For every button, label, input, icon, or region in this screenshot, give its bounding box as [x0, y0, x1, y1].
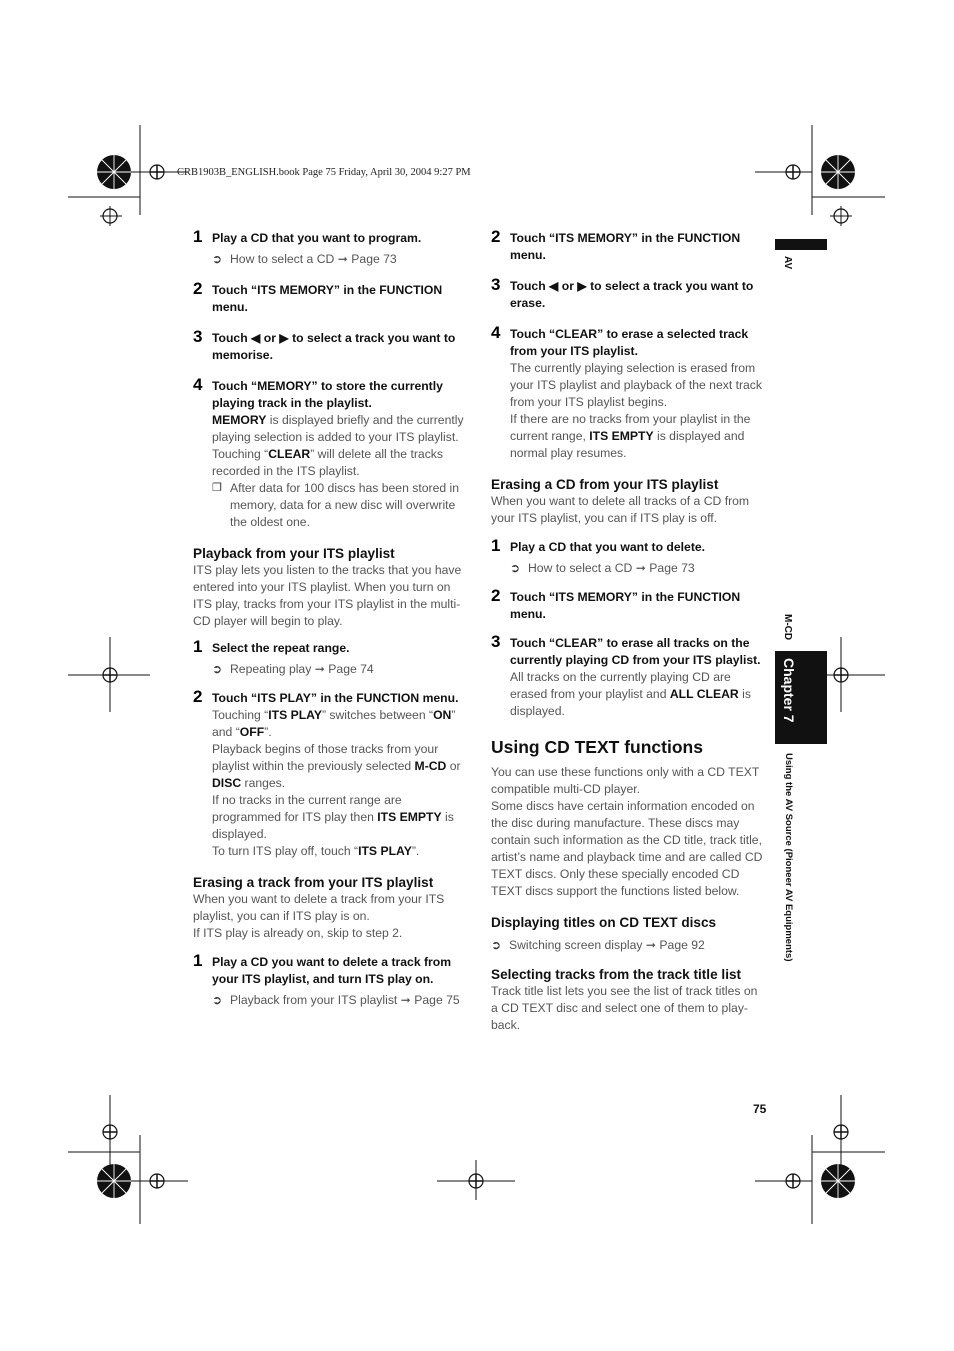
step-4-memory [193, 375, 469, 531]
step-title: Touch “CLEAR” to erase all tracks on the currently playing CD from your ITS playlist. [510, 636, 761, 667]
step-number: 2 [491, 227, 501, 246]
section-intro: When you want to delete all tracks of a CD from your ITS playlist, you can if ITS play is off. [491, 494, 750, 525]
step-2-its-memory [491, 586, 767, 623]
note-box-icon: ❐ [212, 482, 222, 494]
step-number: 1 [193, 951, 203, 970]
step-paragraph: Touching “CLEAR” will delete all the tracks recorded in the ITS playlist. [212, 447, 443, 478]
step-title: Play a CD that you want to delete. [510, 540, 706, 554]
reference-arrow-icon: ➲ [212, 993, 223, 1007]
section-paragraph: Some discs have certain information encoded on the disc during manufacture. These discs may contain such information as the CD title, track title, artist’s name and playback time and are called CD TEXT discs. Only these specially encoded CD TEXT discs support the functions listed below. [491, 799, 763, 898]
section-intro: If ITS play is already on, skip to step 2. [193, 926, 403, 940]
section-heading: Erasing a CD from your ITS playlist [491, 477, 719, 492]
section-intro: ITS play lets you listen to the tracks that you have entered into your ITS playlist. When you turn on ITS play, tracks from your ITS playlist in the multi-CD player will begin to play. [193, 563, 462, 628]
note: ❐ After data for 100 discs has been stored in memory, data for a new disc will overwrite the oldest one. [212, 481, 459, 529]
step-title: Touch “ITS PLAY” in the FUNCTION menu. [212, 691, 459, 705]
step-number: 3 [491, 632, 501, 651]
step-1-repeat-range [193, 637, 469, 678]
step-number: 3 [193, 327, 203, 346]
step-paragraph: Playback begins of those tracks from your playlist within the previously selected M-CD or DISC ranges. [212, 742, 461, 790]
reference-arrow-icon: ➲ [510, 561, 521, 575]
step-number: 2 [491, 586, 501, 605]
section-heading: Displaying titles on CD TEXT discs [491, 915, 717, 930]
book-header: CRB1903B_ENGLISH.book Page 75 Friday, April 30, 2004 9:27 PM [177, 167, 471, 178]
page-reference: ➲ How to select a CD ➞ Page 73 [510, 561, 695, 575]
page-reference: ➲ Switching screen display ➞ Page 92 [491, 938, 705, 952]
step-number: 4 [491, 323, 501, 342]
step-title: Touch “MEMORY” to store the currently playing track in the playlist. [212, 379, 443, 410]
step-paragraph: MEMORY is displayed briefly and the currently playing selection is added to your ITS playlist. [212, 413, 464, 444]
step-paragraph: If no tracks in the current range are programmed for ITS play then ITS EMPTY is displayed. [212, 793, 454, 841]
step-number: 2 [193, 687, 203, 706]
page-reference: ➲ Playback from your ITS playlist ➞ Page 75 [212, 993, 460, 1007]
step-paragraph: To turn ITS play off, touch “ITS PLAY”. [212, 844, 420, 858]
step-title: Select the repeat range. [212, 641, 350, 655]
step-4-clear [491, 323, 767, 462]
step-number: 3 [491, 275, 501, 294]
section-paragraph: Track title list lets you see the list of track titles on a CD TEXT disc and select one of them to play-back. [491, 984, 758, 1032]
step-2-its-memory [491, 227, 767, 264]
chapter-label: Chapter 7 [781, 658, 797, 723]
step-title: Touch “CLEAR” to erase a selected track from your ITS playlist. [510, 327, 749, 358]
major-heading: Using CD TEXT functions [491, 737, 703, 757]
section-intro: When you want to delete a track from your ITS playlist, you can if ITS play is on. [193, 892, 445, 923]
step-3-select-erase [491, 275, 767, 312]
step-title: Touch “ITS MEMORY” in the FUNCTION menu. [510, 231, 741, 262]
step-title: Touch ◀ or ▶ to select a track you want to memorise. [212, 331, 456, 362]
left-column [193, 227, 469, 1009]
step-title: Touch “ITS MEMORY” in the FUNCTION menu. [510, 590, 741, 621]
step-number: 1 [193, 637, 203, 656]
step-title: Play a CD you want to delete a track from your ITS playlist, and turn ITS play on. [212, 955, 452, 986]
section-paragraph: You can use these functions only with a CD TEXT compatible multi-CD player. [491, 765, 760, 796]
step-paragraph: The currently playing selection is erased from your ITS playlist and playback of the next track from your ITS playlist begins. [510, 361, 762, 409]
step-2-its-play [193, 687, 469, 860]
step-3-select-track [193, 327, 469, 364]
reference-arrow-icon: ➲ [212, 252, 223, 266]
av-tab-bar [775, 239, 827, 250]
step-1-program [193, 227, 469, 268]
section-label: Using the AV Source (Pioneer AV Equipments) [783, 753, 794, 962]
step-1-play-cd-delete [193, 951, 469, 1009]
section-heading: Erasing a track from your ITS playlist [193, 875, 434, 890]
step-2-its-memory [193, 279, 469, 316]
page-number: 75 [753, 1102, 767, 1116]
reference-arrow-icon: ➲ [212, 662, 223, 676]
step-3-clear-all [491, 632, 767, 720]
section-heading: Selecting tracks from the track title list [491, 967, 742, 982]
step-paragraph: All tracks on the currently playing CD are erased from your playlist and ALL CLEAR is displayed. [510, 670, 751, 718]
step-title: Touch ◀ or ▶ to select a track you want to erase. [510, 279, 754, 310]
reference-arrow-icon: ➲ [491, 938, 502, 952]
step-title: Touch “ITS MEMORY” in the FUNCTION menu. [212, 283, 443, 314]
page-reference: ➲ How to select a CD ➞ Page 73 [212, 252, 397, 266]
page-reference: ➲ Repeating play ➞ Page 74 [212, 662, 374, 676]
step-number: 2 [193, 279, 203, 298]
av-label: AV [782, 256, 793, 270]
step-paragraph: If there are no tracks from your playlist in the current range, ITS EMPTY is displayed and normal play resumes. [510, 412, 751, 460]
step-1-play-cd [491, 536, 767, 577]
step-title: Play a CD that you want to program. [212, 231, 422, 245]
section-heading: Playback from your ITS playlist [193, 546, 395, 561]
step-number: 1 [193, 227, 203, 246]
step-number: 1 [491, 536, 501, 555]
step-paragraph: Touching “ITS PLAY” switches between “ON” and “OFF”. [212, 708, 456, 739]
right-column [491, 227, 767, 1034]
mcd-label: M-CD [782, 614, 793, 641]
step-number: 4 [193, 375, 203, 394]
